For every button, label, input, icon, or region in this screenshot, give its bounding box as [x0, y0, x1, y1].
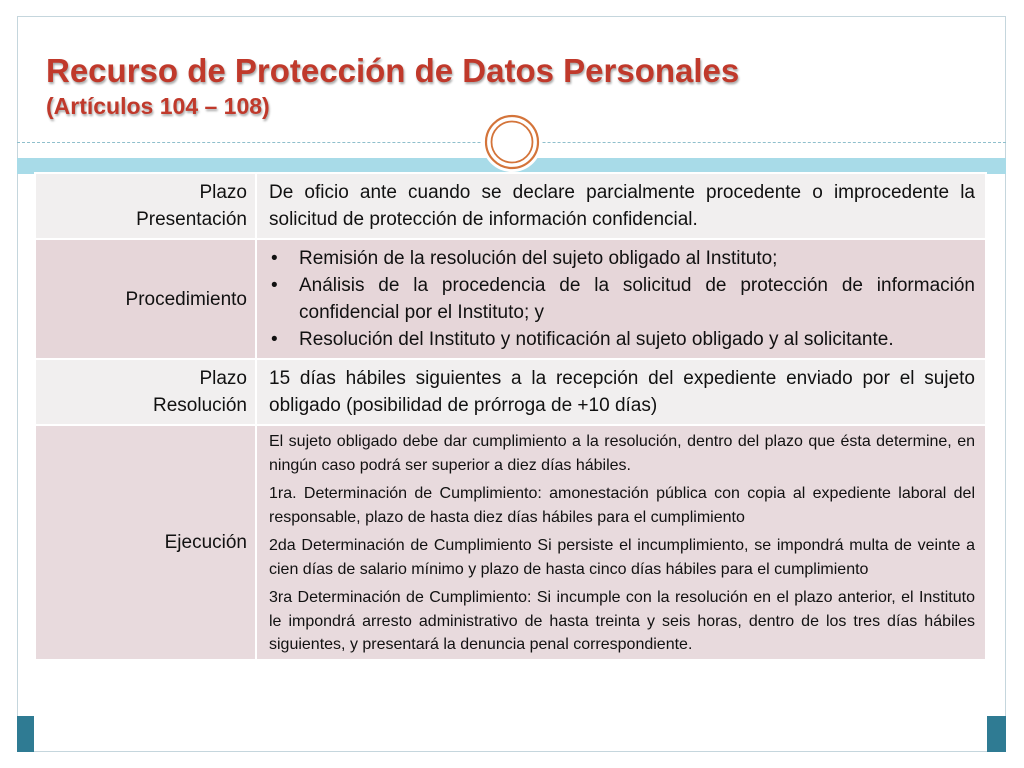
table-row — [35, 173, 986, 239]
row-label-line: Presentación — [136, 209, 247, 230]
execution-paragraph: 3ra Determinación de Cumplimiento: Si incumple con la resolución en el plazo anterior, el Instituto le impondrá arresto administrativo de hasta treinta y seis horas, dentro de los tres días hábiles siguientes, y presentará la denuncia penal correspondiente. — [269, 589, 975, 653]
slide-subtitle: (Artículos 104 – 108) — [46, 93, 270, 119]
row-value — [256, 239, 986, 359]
row-label: Ejecución — [35, 425, 256, 660]
list-item: • Análisis de la procedencia de la solicitud de protección de información confidencial por el Instituto; y — [269, 272, 975, 326]
procedure-list — [269, 245, 975, 353]
execution-paragraph: El sujeto obligado debe dar cumplimiento a la resolución, dentro del plazo que ésta determine, en ningún caso podrá ser superior a diez días hábiles. — [269, 433, 975, 474]
table-row — [35, 425, 986, 660]
row-label-line: Resolución — [153, 395, 247, 416]
row-value: De oficio ante cuando se declare parcialmente procedente o improcedente la solicitud de protección de información confidencial. — [256, 173, 986, 239]
row-value: 15 días hábiles siguientes a la recepción del expediente enviado por el sujeto obligado (posibilidad de prórroga de +10 días) — [256, 359, 986, 425]
corner-bar-left — [17, 716, 34, 752]
execution-paragraph: 1ra. Determinación de Cumplimiento: amonestación pública con copia al expediente laboral del responsable, plazo de hasta diez días hábiles para el cumplimiento — [269, 485, 975, 526]
row-label: Procedimiento — [35, 239, 256, 359]
circle-ornament-icon — [480, 110, 544, 174]
corner-bar-right — [987, 716, 1006, 752]
row-label-line: Plazo — [199, 182, 247, 203]
table-row — [35, 359, 986, 425]
row-label-line: Plazo — [199, 368, 247, 389]
row-label — [35, 173, 256, 239]
slide-title: Recurso de Protección de Datos Personales — [46, 52, 740, 89]
list-item: • Resolución del Instituto y notificación al sujeto obligado y al solicitante. — [269, 326, 975, 353]
list-item: • Remisión de la resolución del sujeto obligado al Instituto; — [269, 245, 975, 272]
execution-paragraph: 2da Determinación de Cumplimiento Si persiste el incumplimiento, se impondrá multa de veinte a cien días de salario mínimo y plazo de hasta cinco días hábiles para el cumplimiento — [269, 537, 975, 578]
row-value — [256, 425, 986, 660]
row-label — [35, 359, 256, 425]
content-table — [34, 172, 987, 661]
table-row — [35, 239, 986, 359]
